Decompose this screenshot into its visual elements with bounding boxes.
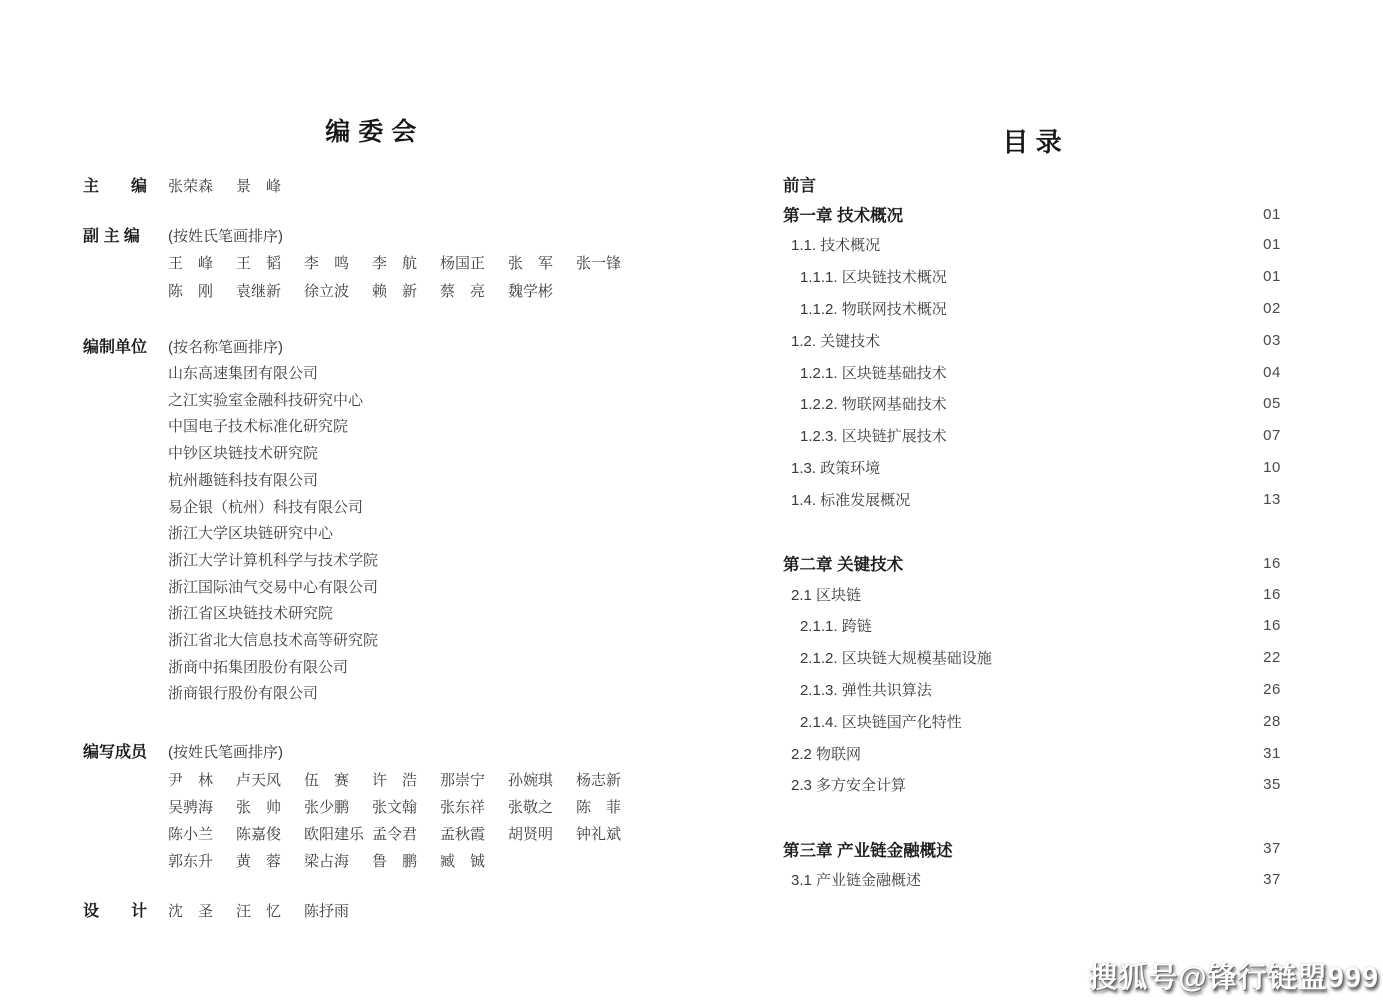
toc-entry <box>783 674 1281 706</box>
person-name: 郭东升 <box>168 853 214 871</box>
person-name: 陈小兰 <box>168 826 214 844</box>
person-name: 孟秋霞 <box>440 826 486 844</box>
design-label: 设 计 <box>83 903 148 921</box>
name-row <box>83 797 659 818</box>
toc-entry-page-number: 01 <box>1263 236 1281 254</box>
person-name: 欧阳建乐 <box>304 826 365 844</box>
person-name: 蔡 亮 <box>440 283 486 300</box>
toc-entry <box>783 769 1281 801</box>
toc-entry <box>783 864 1281 896</box>
toc-entry-page-number: 35 <box>1263 776 1281 794</box>
committee-title: 编 委 会 <box>325 118 417 146</box>
organizations-section <box>83 337 659 708</box>
toc-entry-label: 1.2.3. 区块链扩展技术 <box>800 428 947 446</box>
toc-entry <box>783 610 1281 642</box>
toc-entry-label: 1.2.1. 区块链基础技术 <box>800 364 947 382</box>
name-row <box>83 770 659 791</box>
person-name: 钟礼斌 <box>576 826 622 844</box>
table-of-contents-page <box>783 122 1281 896</box>
person-name: 张少鹏 <box>304 799 350 817</box>
design-names <box>168 901 372 923</box>
chief-editor-names <box>168 176 304 198</box>
toc-entry-label: 1.1. 技术概况 <box>791 237 881 255</box>
toc-entry <box>783 261 1281 293</box>
organizations-list <box>83 361 659 708</box>
toc-entry <box>783 229 1281 261</box>
person-name: 尹 林 <box>168 772 214 790</box>
person-name: 陈嘉俊 <box>236 826 282 844</box>
person-name: 王 韬 <box>236 255 282 272</box>
organization-name: 浙江大学区块链研究中心 <box>168 525 334 543</box>
person-name: 景 峰 <box>236 178 282 195</box>
organization-name: 山东高速集团有限公司 <box>168 365 319 382</box>
name-row <box>83 851 659 872</box>
person-name: 伍 赛 <box>304 772 350 790</box>
toc-entry-page-number: 05 <box>1263 395 1281 413</box>
organizations-header <box>83 337 659 359</box>
toc-entry-label: 2.1.1. 跨链 <box>800 618 872 636</box>
organization-name: 浙商中拓集团股份有限公司 <box>168 658 349 676</box>
toc-entry-label: 2.3 多方安全计算 <box>791 777 907 795</box>
toc-entry-label: 前言 <box>783 177 816 195</box>
toc-entry-page-number: 31 <box>1263 744 1281 762</box>
members-section <box>83 742 659 872</box>
deputy-editors-names <box>83 253 659 303</box>
person-name: 张 帅 <box>236 799 282 817</box>
toc-entry <box>783 356 1281 388</box>
toc-entry-page-number: 02 <box>1263 299 1281 317</box>
person-name: 陈抒雨 <box>304 903 350 921</box>
members-names <box>83 770 659 872</box>
deputy-editors-header <box>83 226 659 248</box>
watermark-text: 搜狐号@锋行链盟999 <box>1088 962 1379 994</box>
person-name: 袁继新 <box>236 283 282 300</box>
toc-entry-page-number: 07 <box>1263 427 1281 445</box>
person-name: 张荣森 <box>168 178 214 195</box>
name-row <box>83 253 659 275</box>
person-name: 许 浩 <box>372 772 418 790</box>
organizations-sort-note: (按名称笔画排序) <box>168 339 283 356</box>
deputy-editors-section <box>83 226 659 303</box>
toc-entry-label: 2.1 区块链 <box>791 586 862 604</box>
toc-entry-label: 1.3. 政策环境 <box>791 459 881 477</box>
toc-entry-label: 2.1.4. 区块链国产化特性 <box>800 713 962 731</box>
organization-name: 浙江省区块链技术研究院 <box>168 605 334 623</box>
editorial-committee-page <box>83 112 659 923</box>
design-row <box>83 901 659 923</box>
toc-entry-page-number: 16 <box>1263 554 1281 572</box>
toc-entry-page-number: 22 <box>1263 649 1281 667</box>
person-name: 张一锋 <box>576 255 622 272</box>
person-name: 张文翰 <box>372 799 418 817</box>
person-name: 汪 忆 <box>236 903 282 921</box>
toc-entry <box>783 420 1281 452</box>
toc-entry-page-number: 37 <box>1263 871 1281 889</box>
person-name: 孙婉琪 <box>508 772 554 790</box>
organization-name: 浙江省北大信息技术高等研究院 <box>168 632 379 650</box>
toc-entry-page-number: 16 <box>1263 617 1281 635</box>
toc-entry-label: 3.1 产业链金融概述 <box>791 872 922 890</box>
toc-entry-page-number: 37 <box>1263 840 1281 858</box>
toc-entry-label: 2.2 物联网 <box>791 745 862 763</box>
toc-entry-label: 1.1.1. 区块链技术概况 <box>800 269 947 287</box>
toc-entry-label: 2.1.3. 弹性共识算法 <box>800 681 932 699</box>
person-name: 杨志新 <box>576 772 622 790</box>
toc-entry-page-number: 03 <box>1263 331 1281 349</box>
name-row <box>83 281 659 303</box>
toc-entry <box>783 293 1281 325</box>
toc-entry-page-number: 04 <box>1263 363 1281 381</box>
members-header <box>83 742 659 764</box>
toc-entry-label: 第一章 技术概况 <box>783 207 904 225</box>
person-name: 张东祥 <box>440 799 486 817</box>
toc-title: 目 录 <box>1002 127 1062 157</box>
toc-entry <box>783 452 1281 484</box>
organization-name: 易企银（杭州）科技有限公司 <box>168 498 364 516</box>
toc-entry-label: 1.2. 关键技术 <box>791 332 881 350</box>
person-name: 张敬之 <box>508 799 554 817</box>
person-name: 那崇宁 <box>440 772 486 790</box>
person-name: 陈 刚 <box>168 283 214 300</box>
organization-name: 浙江大学计算机科学与技术学院 <box>168 551 379 569</box>
toc-entry <box>783 737 1281 769</box>
organization-name: 中钞区块链技术研究院 <box>168 445 319 463</box>
person-name: 王 峰 <box>168 255 214 272</box>
organization-name: 之江实验室金融科技研究中心 <box>168 391 364 409</box>
person-name: 赖 新 <box>372 283 418 300</box>
toc-entry-page-number: 10 <box>1263 458 1281 476</box>
toc-entry-page-number: 01 <box>1263 205 1281 223</box>
toc-entry-label: 1.1.2. 物联网技术概况 <box>800 300 947 318</box>
toc-entry <box>783 705 1281 737</box>
name-row <box>83 824 659 845</box>
person-name: 李 航 <box>372 255 418 272</box>
toc-entries <box>783 169 1281 896</box>
person-name: 陈 菲 <box>576 799 622 817</box>
person-name: 鲁 鹏 <box>372 853 418 871</box>
person-name: 李 鸣 <box>304 255 350 272</box>
toc-entry <box>783 578 1281 610</box>
toc-entry-label: 1.2.2. 物联网基础技术 <box>800 396 947 414</box>
toc-entry-page-number: 26 <box>1263 680 1281 698</box>
organizations-label: 编制单位 <box>83 339 148 356</box>
organization-name: 浙江国际油气交易中心有限公司 <box>168 578 379 596</box>
toc-entry <box>783 642 1281 674</box>
toc-entry-label: 2.1.2. 区块链大规模基础设施 <box>800 650 992 668</box>
members-label: 编写成员 <box>83 744 148 762</box>
chief-editor-label: 主 编 <box>83 178 148 195</box>
person-name: 徐立波 <box>304 283 350 300</box>
person-name: 张 军 <box>508 255 554 272</box>
person-name: 黄 蓉 <box>236 853 282 871</box>
person-name: 梁占海 <box>304 853 350 871</box>
deputy-editors-sort-note: (按姓氏笔画排序) <box>168 228 283 245</box>
person-name: 吴骋海 <box>168 799 214 817</box>
toc-entry <box>783 324 1281 356</box>
person-name: 胡贤明 <box>508 826 554 844</box>
person-name: 臧 铖 <box>440 853 486 871</box>
person-name: 沈 圣 <box>168 903 214 921</box>
toc-entry-label: 1.4. 标准发展概况 <box>791 491 911 509</box>
toc-entry-label: 第二章 关键技术 <box>783 556 904 575</box>
deputy-editors-label: 副 主 编 <box>83 228 140 245</box>
toc-entry <box>783 834 1281 864</box>
toc-entry-page-number: 16 <box>1263 585 1281 603</box>
members-sort-note: (按姓氏笔画排序) <box>168 744 283 762</box>
toc-entry-page-number: 13 <box>1263 490 1281 508</box>
person-name: 杨国正 <box>440 255 486 272</box>
person-name: 魏学彬 <box>508 283 554 300</box>
person-name: 卢天风 <box>236 772 282 790</box>
organization-name: 中国电子技术标准化研究院 <box>168 418 349 436</box>
toc-entry <box>783 169 1281 199</box>
organization-name: 杭州趣链科技有限公司 <box>168 471 319 489</box>
toc-entry <box>783 548 1281 578</box>
toc-entry <box>783 199 1281 229</box>
toc-entry-label: 第三章 产业链金融概述 <box>783 841 953 860</box>
toc-entry-page-number: 28 <box>1263 712 1281 730</box>
toc-entry-page-number: 01 <box>1263 268 1281 286</box>
person-name: 孟令君 <box>372 826 418 844</box>
toc-entry <box>783 483 1281 515</box>
chief-editor-row <box>83 176 659 198</box>
toc-entry <box>783 388 1281 420</box>
organization-name: 浙商银行股份有限公司 <box>168 685 319 703</box>
